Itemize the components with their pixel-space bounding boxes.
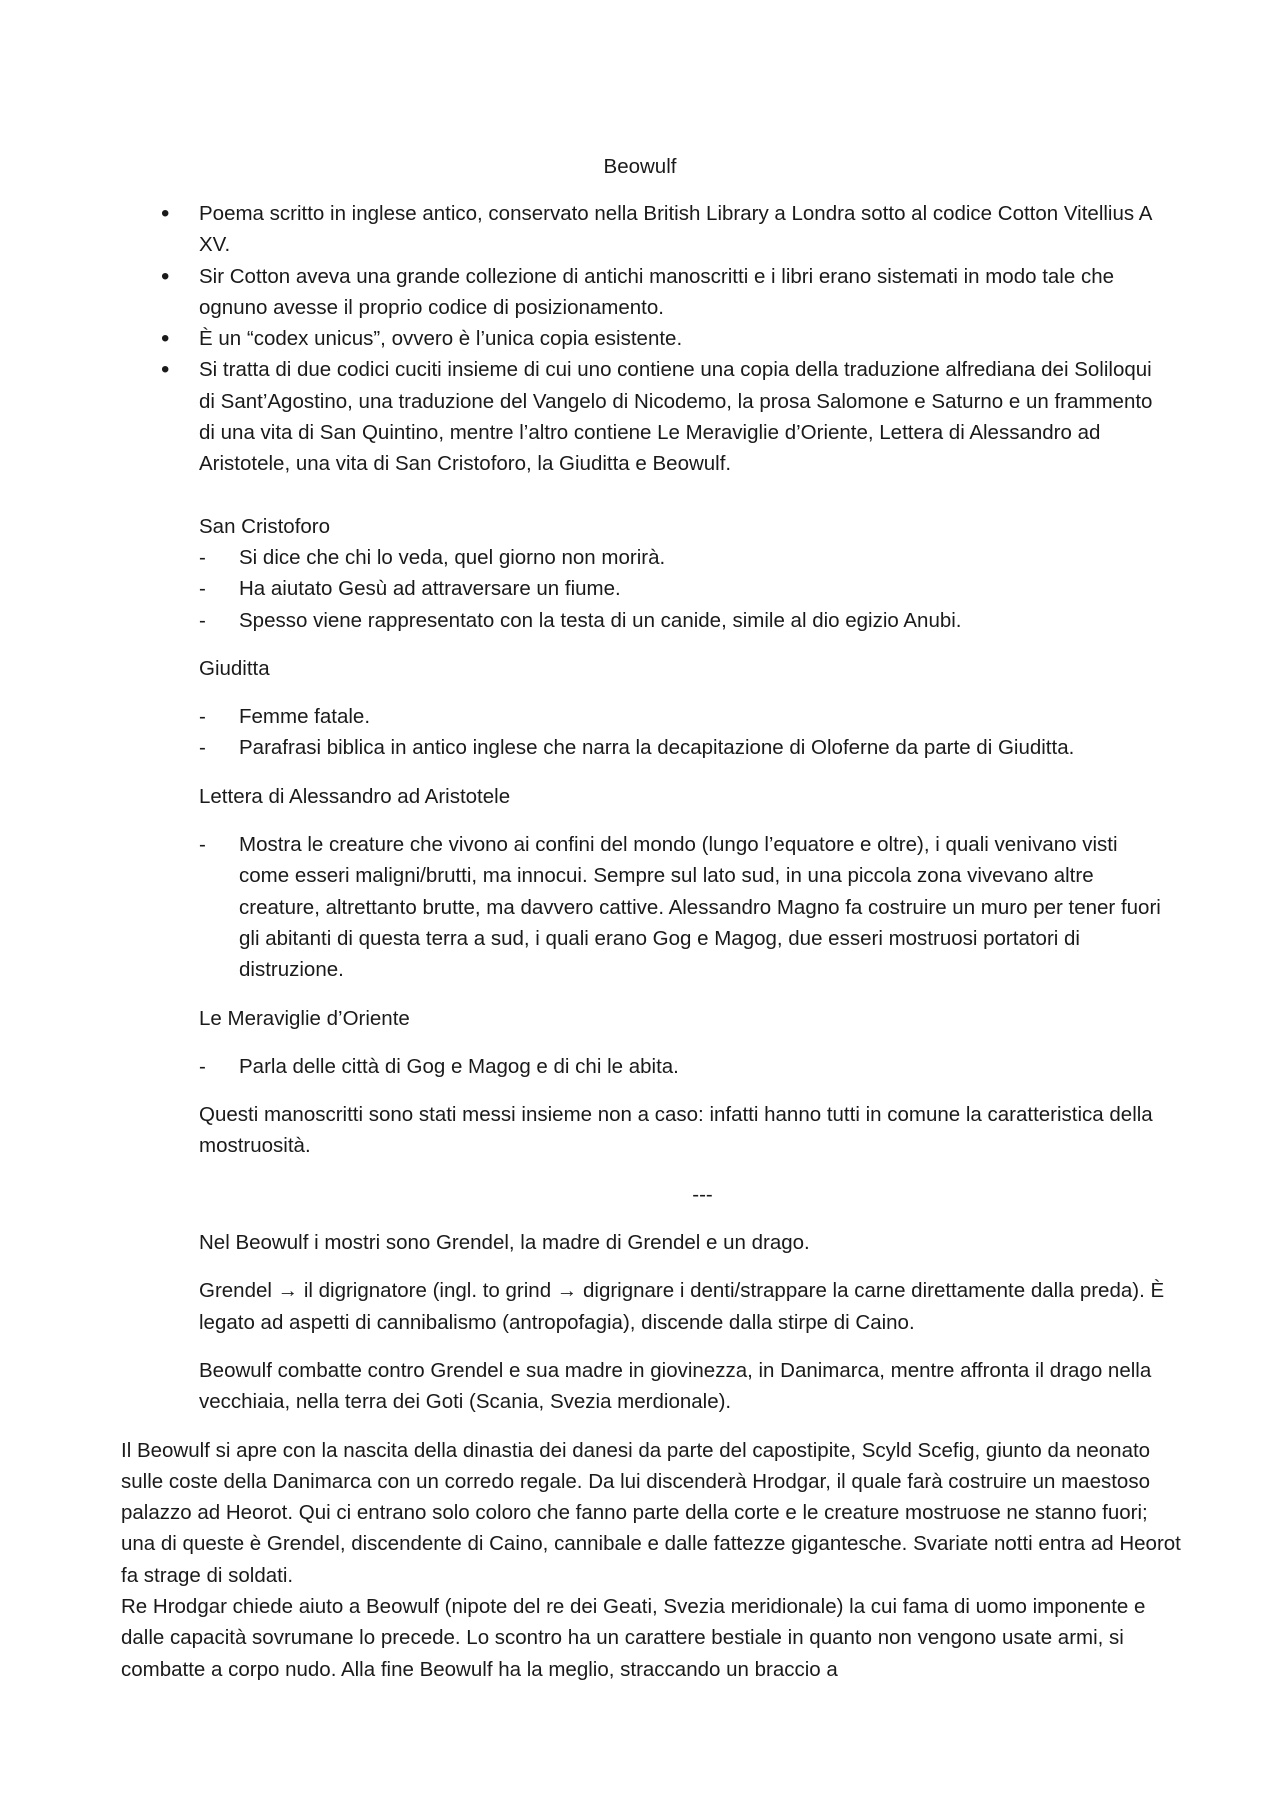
subsections [121, 480, 1166, 1418]
dash-item: - Femme fatale. [199, 701, 1166, 732]
section-heading-meraviglie: Le Meraviglie d’Oriente [199, 1006, 410, 1030]
body-paragraph: Re Hrodgar chiede aiuto a Beowulf (nipote del re dei Geati, Svezia meridionale) la cui fama di uomo imponente e dalle capacità sovrumane lo precede. Lo scontro ha un carattere bestiale in quanto non vengono usate armi, si combatte a corpo nudo. Alla fine Beowulf ha la meglio, straccando un braccio a [121, 1594, 1146, 1681]
conclusion-paragraph: Questi manoscritti sono stati messi insieme non a caso: infatti hanno tutti in comune la caratteristica della mostruosità. [199, 1103, 1153, 1158]
section-heading-giuditta: Giuditta [199, 656, 270, 680]
bullet-item: • Poema scritto in inglese antico, conservato nella British Library a Londra sotto al codice Cotton Vitellius A XV. [121, 198, 1166, 261]
body-paragraph: Il Beowulf si apre con la nascita della dinastia dei danesi da parte del capostipite, Scyld Scefig, giunto da neonato sulle coste della Danimarca con un corredo regale. Da lui discenderà Hrodgar, il quale farà costruire un maestoso palazzo ad Heorot. Qui ci entrano solo coloro che fanno parte della corte e le creature mostruose ne stanno fuori; una di queste è Grendel, discendente di Caino, cannibale e dalle fattezze gigantesche. Svariate notti entra ad Heorot fa strage di soldati. [121, 1438, 1181, 1587]
bullet-item: • Sir Cotton aveva una grande collezione di antichi manoscritti e i libri erano sistemati in modo tale che ognuno avesse il proprio codice di posizionamento. [121, 261, 1166, 324]
bullet-item: • Si tratta di due codici cuciti insieme di cui uno contiene una copia della traduzione alfrediana dei Soliloqui di Sant’Agostino, una traduzione del Vangelo di Nicodemo, la prosa Salomone e Saturno e un frammento di una vita di San Quintino, mentre l’altro contiene Le Meraviglie d’Oriente, Lettera di Alessandro ad Aristotele, una vita di San Cristoforo, la Giuditta e Beowulf. [121, 354, 1166, 479]
body-text [121, 1435, 1186, 1685]
dash-list-giuditta [199, 701, 1166, 764]
bullet-item: • È un “codex unicus”, ovvero è l’unica copia esistente. [121, 323, 1166, 354]
grendel-paragraph: Grendel → il digrignatore (ingl. to grind → digrignare i denti/strappare la carne direttamente dalla preda). È legato ad aspetti di cannibalismo (antropofagia), discende dalla stirpe di Caino. [199, 1279, 1165, 1334]
battles-paragraph: Beowulf combatte contro Grendel e sua madre in giovinezza, in Danimarca, mentre affronta il drago nella vecchiaia, nella terra dei Goti (Scania, Svezia merdionale). [199, 1358, 1152, 1414]
monsters-intro-paragraph: Nel Beowulf i mostri sono Grendel, la madre di Grendel e un drago. [199, 1231, 810, 1255]
blank-line [199, 480, 1166, 511]
bullet-list [121, 198, 1166, 480]
dash-item: - Ha aiutato Gesù ad attraversare un fiume. [199, 573, 1166, 604]
dash-item: - Spesso viene rappresentato con la testa di un canide, simile al dio egizio Anubi. [199, 605, 1166, 636]
dash-item: - Mostra le creature che vivono ai confini del mondo (lungo l’equatore e oltre), i quali venivano visti come esseri maligni/brutti, ma innocui. Sempre sul lato sud, in una piccola zona vivevano altre creature, altrettanto brutte, ma davvero cattive. Alessandro Magno fa costruire un muro per tener fuori gli abitanti di questa terra a sud, i quali erano Gog e Magog, due esseri mostruosi portatori di distruzione. [199, 829, 1166, 985]
dash-item: - Si dice che chi lo veda, quel giorno non morirà. [199, 542, 1166, 573]
dash-item: - Parla delle città di Gog e Magog e di chi le abita. [199, 1051, 1166, 1082]
dash-item: - Parafrasi biblica in antico inglese che narra la decapitazione di Oloferne da parte di Giuditta. [199, 732, 1166, 763]
separator: --- [692, 1182, 713, 1206]
document-content [121, 198, 1181, 1685]
dash-list-meraviglie [199, 1051, 1166, 1082]
section-heading-cristoforo: San Cristoforo [199, 514, 331, 538]
dash-list-lettera [199, 829, 1166, 985]
dash-list-cristoforo [199, 542, 1166, 636]
section-heading-lettera: Lettera di Alessandro ad Aristotele [199, 784, 511, 808]
page-title: Beowulf [603, 155, 677, 178]
